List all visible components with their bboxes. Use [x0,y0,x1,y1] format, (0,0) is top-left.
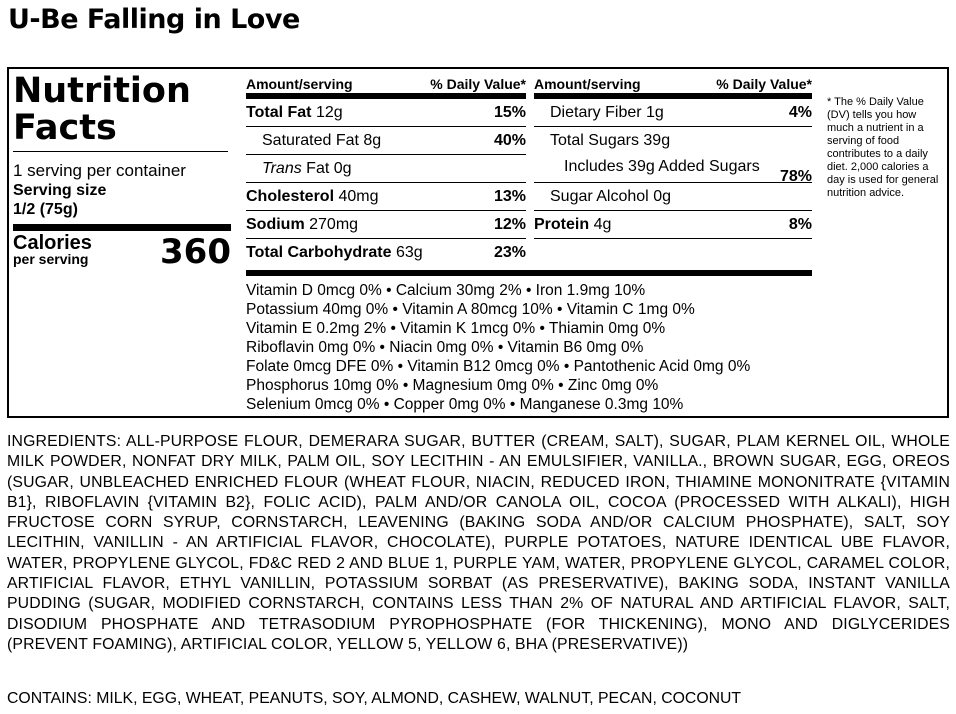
nutrient-amount: 1g [646,103,664,121]
vitamins-minerals-list [246,281,812,414]
vitamins-divider [246,270,812,276]
nutrient-row-total-fat [246,99,526,127]
nutrient-name: Sodium [246,215,305,233]
column-header [534,75,812,99]
nutrition-facts-panel [7,67,949,418]
amount-serving-header: Amount/serving [534,76,641,92]
vitamin-line: Vitamin E 0.2mg 2% • Vitamin K 1mcg 0% • Thiamin 0mg 0% [246,320,666,337]
nutrient-row-cholesterol [246,183,526,211]
daily-value-header: % Daily Value* [716,76,812,92]
nutrient-row-trans-fat [246,155,526,183]
nutrient-dv: 8% [788,215,812,233]
product-title: U-Be Falling in Love [8,4,300,35]
vitamin-line: Riboflavin 0mg 0% • Niacin 0mg 0% • Vitamin B6 0mg 0% [246,339,644,356]
calories-block [13,232,231,272]
nutrient-amount: 40mg [338,187,379,205]
nutrient-row-dietary-fiber [534,99,812,127]
nutrient-name: Total Sugars [550,132,639,149]
nutrient-name: Includes 39g Added Sugars [564,158,760,175]
nutrient-amount: 12g [315,103,343,121]
column-header [246,75,526,99]
calories-label: Calories [13,232,92,254]
nutrient-amount: 270mg [309,215,359,233]
nutrition-facts-heading: Nutrition Facts [13,73,228,152]
calories-value: 360 [160,232,231,272]
daily-value-header: % Daily Value* [430,76,526,92]
allergens-contains-text: CONTAINS: MILK, EGG, WHEAT, PEANUTS, SOY, ALMOND, CASHEW, WALNUT, PECAN, COCONUT [7,690,742,707]
nutrient-name: Sugar Alcohol [550,187,649,205]
nutrient-amount: 63g [395,244,423,261]
nutrient-name: Total Carbohydrate [246,244,392,261]
vitamin-line: Vitamin D 0mcg 0% • Calcium 30mg 2% • Iron 1.9mg 10% [246,282,646,299]
ingredients-text: INGREDIENTS: ALL-PURPOSE FLOUR, DEMERARA SUGAR, BUTTER (CREAM, SALT), SUGAR, PLAM KERNEL OIL, WHOLE MILK POWDER, NONFAT DRY MILK, PALM OIL, SOY LECITHIN - AN EMULSIFIER, VANILLA., BROWN SUGAR, EGG, OREOS (SUGAR, UNBLEACHED ENRICHED FLOUR (WHEAT FLOUR, NIACIN, REDUCED IRON, THIAMINE MONONITRATE {VITAMIN B1}, RIBOFLAVIN {VITAMIN B2}, FOLIC ACID), PALM AND/OR CANOLA OIL, COCOA (PROCESSED WITH ALKALI), HIGH FRUCTOSE CORN SYRUP, CORNSTARCH, LEAVENING (BAKING SODA AND/OR CALCIUM PHOSPHATE), SALT, SOY LECITHIN, VANILLIN - AN ARTIFICIAL FLAVOR, CHOCOLATE), PURPLE POTATOES, NATURE IDENTICAL UBE FLAVOR, WATER, PROPYLENE GLYCOL, FD&C RED 2 AND BLUE 1, PURPLE YAM, WATER, PROPYLENE GLYCOL, CARAMEL COLOR, ARTIFICIAL FLAVOR, ETHYL VANILLIN, POTASSIUM SORBAT (AS PRESERVATIVE), BAKING SODA, INSTANT VANILLA PUDDING (SUGAR, MODIFIED CORNSTARCH, CONTAINS LESS THAN 2% OF NATURAL AND ARTIFICIAL FLAVOR, SALT, DISODIUM PHOSPHATE AND TETRASODIUM PYROPHOSPHATE (FOR THICKENING), MONO AND DIGLYCERIDES (PREVENT FOAMING), ARTIFICIAL COLOR, YELLOW 5, YELLOW 6, BHA (PRESERVATIVE)) [7,433,950,653]
vitamin-line: Potassium 40mg 0% • Vitamin A 80mcg 10% • Vitamin C 1mg 0% [246,301,695,318]
nutrient-row-added-sugars [534,155,812,183]
nutrient-dv: 40% [493,131,526,149]
nutrient-name: Saturated Fat [262,131,359,149]
serving-divider [13,224,231,231]
vitamin-line: Folate 0mcg DFE 0% • Vitamin B12 0mcg 0% • Pantothenic Acid 0mg 0% [246,358,751,375]
nutrient-amount: Fat 0g [306,159,352,177]
nutrient-dv: 23% [493,244,526,261]
vitamin-line: Selenium 0mcg 0% • Copper 0mg 0% • Manganese 0.3mg 10% [246,396,684,413]
nutrient-row-sugar-alcohol [534,183,812,211]
nutrient-column-right [534,75,812,239]
nutrient-column-left [246,75,526,267]
nutrient-amount: 4g [593,215,612,233]
nutrient-row-total-carbohydrate [246,239,526,267]
nutrient-name: Protein [534,215,590,233]
nutrient-name: Dietary Fiber [550,103,642,121]
serving-size-value: 1/2 (75g) [13,201,78,218]
nutrient-amount: 0g [653,187,671,205]
daily-value-footnote: * The % Daily Value (DV) tells you how much a nutrient in a serving of food contributes to a daily diet. 2,000 calories a day is used for general nutrition advice. [827,96,939,199]
nutrient-dv: 12% [493,215,526,233]
nutrient-name: Trans [262,159,302,177]
servings-per-container: 1 serving per container [13,161,186,180]
nutrient-dv: 78% [779,168,812,185]
nutrient-amount: 8g [363,131,382,149]
nutrient-amount: 39g [643,132,671,149]
nutrient-name: Cholesterol [246,187,335,205]
nutrient-row-total-sugars [534,127,812,155]
vitamin-line: Phosphorus 10mg 0% • Magnesium 0mg 0% • Zinc 0mg 0% [246,377,659,394]
serving-size-label: Serving size [13,182,107,199]
nutrient-row-sodium [246,211,526,239]
nutrient-dv: 15% [493,103,526,121]
nutrient-row-saturated-fat [246,127,526,155]
nutrient-dv: 4% [788,103,812,121]
nutrient-dv: 13% [493,187,526,205]
calories-sub-label: per serving [13,251,89,267]
nutrient-row-protein [534,211,812,239]
serving-info [13,161,228,219]
nutrient-name: Total Fat [246,103,312,121]
amount-serving-header: Amount/serving [246,76,353,92]
